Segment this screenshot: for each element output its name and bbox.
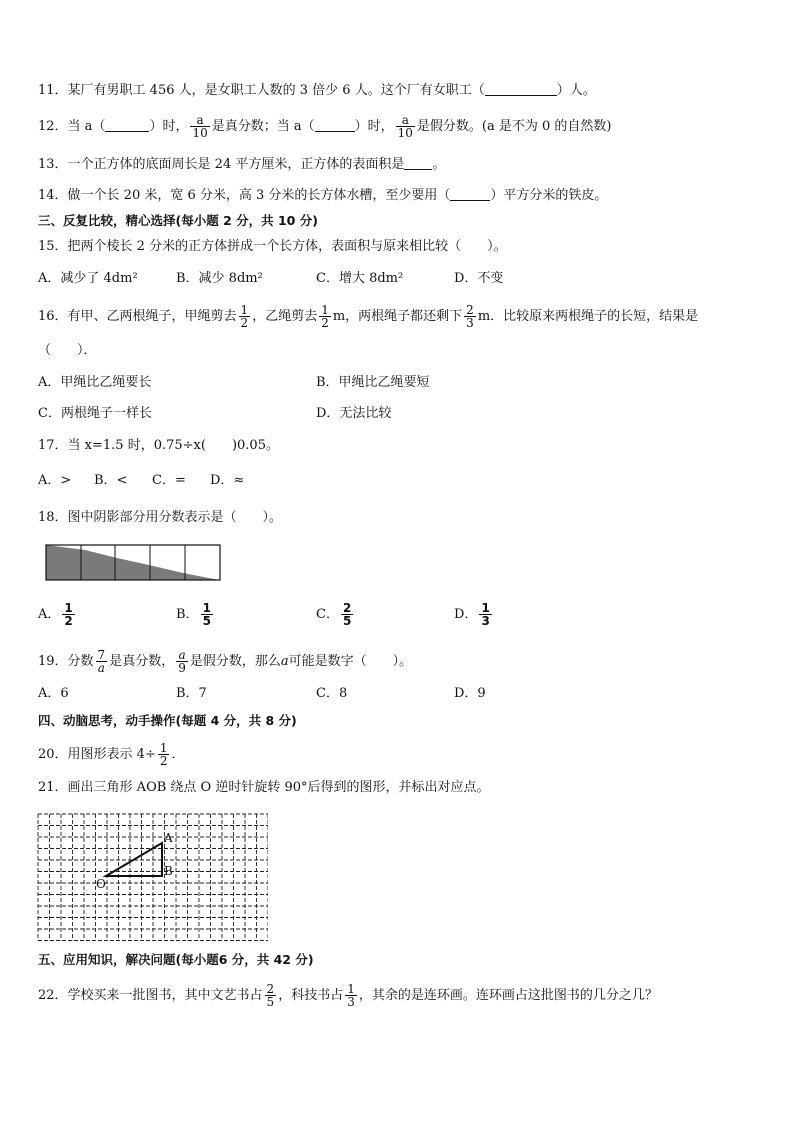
q19-option-b[interactable]: B．7 bbox=[176, 686, 207, 701]
q16-text-1: 16．有甲、乙两根绳子，甲绳剪去 bbox=[38, 309, 237, 324]
question-15: 15．把两个棱长 2 分米的正方体拼成一个长方体，表面积与原来相比较（ ）。 bbox=[38, 239, 507, 254]
fraction-numerator: 1 bbox=[64, 601, 73, 615]
q16-fraction-1 bbox=[239, 304, 251, 329]
fraction-numerator: 1 bbox=[347, 982, 355, 996]
question-21: 21．画出三角形 AOB 绕点 O 逆时针旋转 90°后得到的图形，并标出对应点。 bbox=[38, 780, 490, 795]
q12-text-5: 是假分数。(a 是不为 0 的自然数) bbox=[416, 119, 612, 134]
triangle-aob bbox=[106, 843, 162, 876]
q19-option-c[interactable]: C．8 bbox=[316, 686, 348, 701]
question-14 bbox=[38, 187, 607, 205]
fraction-numerator: 2 bbox=[342, 601, 352, 615]
fraction-numerator: 1 bbox=[159, 741, 168, 755]
q19-text-3: 是假分数，那么 bbox=[189, 654, 281, 669]
option-fraction bbox=[341, 602, 353, 627]
q18-option-c[interactable] bbox=[316, 602, 355, 627]
q22-text-3: ，其余的是连环画。连环画占这批图书的几分之几？ bbox=[358, 988, 658, 1003]
section-4-heading: 四、动脑思考，动手操作(每题 4 分，共 8 分) bbox=[38, 713, 297, 728]
shaded-region bbox=[46, 545, 219, 580]
fraction-numerator: a bbox=[176, 649, 188, 662]
q13-answer-blank[interactable] bbox=[404, 156, 432, 170]
q19-variable: a bbox=[280, 654, 289, 669]
q19-option-d[interactable]: D．9 bbox=[454, 686, 486, 701]
q15-option-a[interactable]: A．减少了 4dm² bbox=[38, 271, 138, 286]
q20-text-2: ． bbox=[171, 747, 185, 762]
label-o: O bbox=[96, 877, 106, 891]
fraction-denominator: a bbox=[97, 661, 105, 675]
q13-end: 。 bbox=[432, 157, 446, 172]
question-20 bbox=[38, 742, 185, 767]
q12-text-1: 12．当 a（ bbox=[38, 119, 106, 134]
option-letter: D． bbox=[454, 607, 478, 622]
q11-text: 11．某厂有男职工 456 人，是女职工人数的 3 倍少 6 人。这个厂有女职工（ bbox=[38, 83, 485, 98]
fraction-numerator: 1 bbox=[202, 601, 211, 615]
question-19 bbox=[38, 649, 412, 674]
q11-answer-blank[interactable] bbox=[485, 82, 557, 96]
q12-fraction-1 bbox=[190, 114, 209, 139]
q18-shaded-figure bbox=[45, 544, 222, 582]
q16-continuation: （ ）． bbox=[38, 343, 97, 358]
q19-fraction-1 bbox=[96, 649, 108, 674]
fraction-numerator: a bbox=[396, 114, 415, 127]
q16-option-c[interactable]: C．两根绳子一样长 bbox=[38, 406, 152, 421]
option-fraction bbox=[62, 602, 74, 627]
fraction-denominator: 3 bbox=[347, 995, 355, 1009]
q16-text-4: m．比较原来两根绳子的长短，结果是 bbox=[477, 309, 699, 324]
question-11 bbox=[38, 82, 596, 100]
q16-option-a[interactable]: A．甲绳比乙绳要长 bbox=[38, 375, 152, 390]
option-fraction bbox=[201, 602, 213, 627]
fraction-numerator: a bbox=[190, 114, 209, 127]
q12-blank-1[interactable] bbox=[105, 118, 149, 132]
fraction-numerator: 7 bbox=[97, 648, 106, 662]
q17-option-b[interactable]: B．< bbox=[94, 473, 128, 488]
q14-text: 14．做一个长 20 米，宽 6 分米，高 3 分米的长方体水槽，至少要用（ bbox=[38, 188, 451, 203]
q11-end: ）人。 bbox=[556, 83, 596, 98]
q16-option-b[interactable]: B．甲绳比乙绳要短 bbox=[316, 375, 430, 390]
q16-fraction-2 bbox=[319, 304, 331, 329]
q17-option-d[interactable]: D．≈ bbox=[210, 473, 245, 488]
fraction-denominator: 9 bbox=[178, 661, 186, 675]
q16-text-3: m，两根绳子都还剩下 bbox=[332, 309, 463, 324]
fraction-denominator: 2 bbox=[321, 316, 329, 330]
q15-option-c[interactable]: C．增大 8dm² bbox=[316, 271, 404, 286]
q16-option-d[interactable]: D．无法比较 bbox=[316, 406, 392, 421]
fraction-denominator: 5 bbox=[202, 614, 211, 628]
q22-fraction-1 bbox=[265, 983, 277, 1008]
fraction-numerator: 2 bbox=[266, 982, 275, 996]
question-16 bbox=[38, 304, 698, 329]
q19-text-4: 可能是数字（ ）。 bbox=[288, 654, 413, 669]
q18-option-a[interactable] bbox=[38, 602, 77, 627]
fraction-numerator: 2 bbox=[466, 303, 474, 317]
q12-text-4: ）时， bbox=[354, 119, 394, 134]
fraction-denominator: 3 bbox=[481, 614, 490, 628]
q15-option-b[interactable]: B．减少 8dm² bbox=[176, 271, 263, 286]
q18-option-d[interactable] bbox=[454, 602, 494, 627]
q22-fraction-2 bbox=[345, 983, 357, 1008]
q12-text-2: ）时， bbox=[149, 119, 189, 134]
q20-fraction bbox=[158, 742, 170, 767]
q16-fraction-3 bbox=[464, 304, 476, 329]
question-13 bbox=[38, 156, 445, 174]
q19-fraction-2 bbox=[176, 649, 188, 674]
fraction-denominator: 3 bbox=[466, 316, 474, 330]
question-18: 18．图中阴影部分用分数表示是（ ）。 bbox=[38, 510, 283, 525]
q14-answer-blank[interactable] bbox=[450, 187, 490, 201]
fraction-denominator: 5 bbox=[266, 995, 275, 1009]
q17-option-c[interactable]: C．= bbox=[152, 473, 186, 488]
q17-option-a[interactable]: A．> bbox=[38, 473, 72, 488]
q19-text-1: 19．分数 bbox=[38, 654, 94, 669]
q19-text-2: 是真分数， bbox=[109, 654, 175, 669]
q15-option-d[interactable]: D．不变 bbox=[454, 271, 504, 286]
label-a: A bbox=[164, 831, 173, 845]
q16-text-2: ，乙绳剪去 bbox=[252, 309, 318, 324]
option-fraction bbox=[479, 602, 491, 627]
fraction-denominator: 2 bbox=[159, 754, 168, 768]
q22-text-1: 22．学校买来一批图书，其中文艺书占 bbox=[38, 988, 263, 1003]
question-22 bbox=[38, 983, 658, 1008]
fraction-denominator: 5 bbox=[342, 614, 352, 628]
q12-blank-2[interactable] bbox=[315, 118, 355, 132]
q20-text-1: 20．用图形表示 4÷ bbox=[38, 747, 156, 762]
option-letter: B． bbox=[176, 607, 199, 622]
question-12 bbox=[38, 114, 611, 139]
q22-text-2: ，科技书占 bbox=[278, 988, 344, 1003]
dashed-grid bbox=[38, 814, 268, 941]
q14-end: ）平方分米的铁皮。 bbox=[490, 188, 608, 203]
fraction-numerator: 1 bbox=[240, 303, 249, 317]
fraction-numerator: 1 bbox=[481, 601, 490, 615]
section-5-heading: 五、应用知识，解决问题(每小题6 分，共 42 分) bbox=[38, 952, 314, 967]
q12-text-3: 是真分数；当 a（ bbox=[211, 119, 315, 134]
fraction-denominator: 2 bbox=[64, 614, 73, 628]
q18-option-b[interactable] bbox=[176, 602, 215, 627]
fraction-denominator: 2 bbox=[240, 316, 249, 330]
q21-grid-figure bbox=[36, 812, 268, 942]
section-3-heading: 三、反复比较，精心选择(每小题 2 分，共 10 分) bbox=[38, 213, 318, 228]
q12-fraction-2 bbox=[396, 114, 415, 139]
label-b: B bbox=[164, 864, 173, 878]
q19-option-a[interactable]: A．6 bbox=[38, 686, 69, 701]
question-17: 17．当 x=1.5 时，0.75÷x( )0.05。 bbox=[38, 438, 279, 453]
q13-text: 13．一个正方体的底面周长是 24 平方厘米，正方体的表面积是 bbox=[38, 157, 405, 172]
fraction-denominator: 10 bbox=[397, 126, 413, 140]
option-letter: C． bbox=[316, 607, 339, 622]
fraction-denominator: 10 bbox=[192, 126, 208, 140]
option-letter: A． bbox=[38, 607, 61, 622]
fraction-numerator: 1 bbox=[321, 303, 329, 317]
